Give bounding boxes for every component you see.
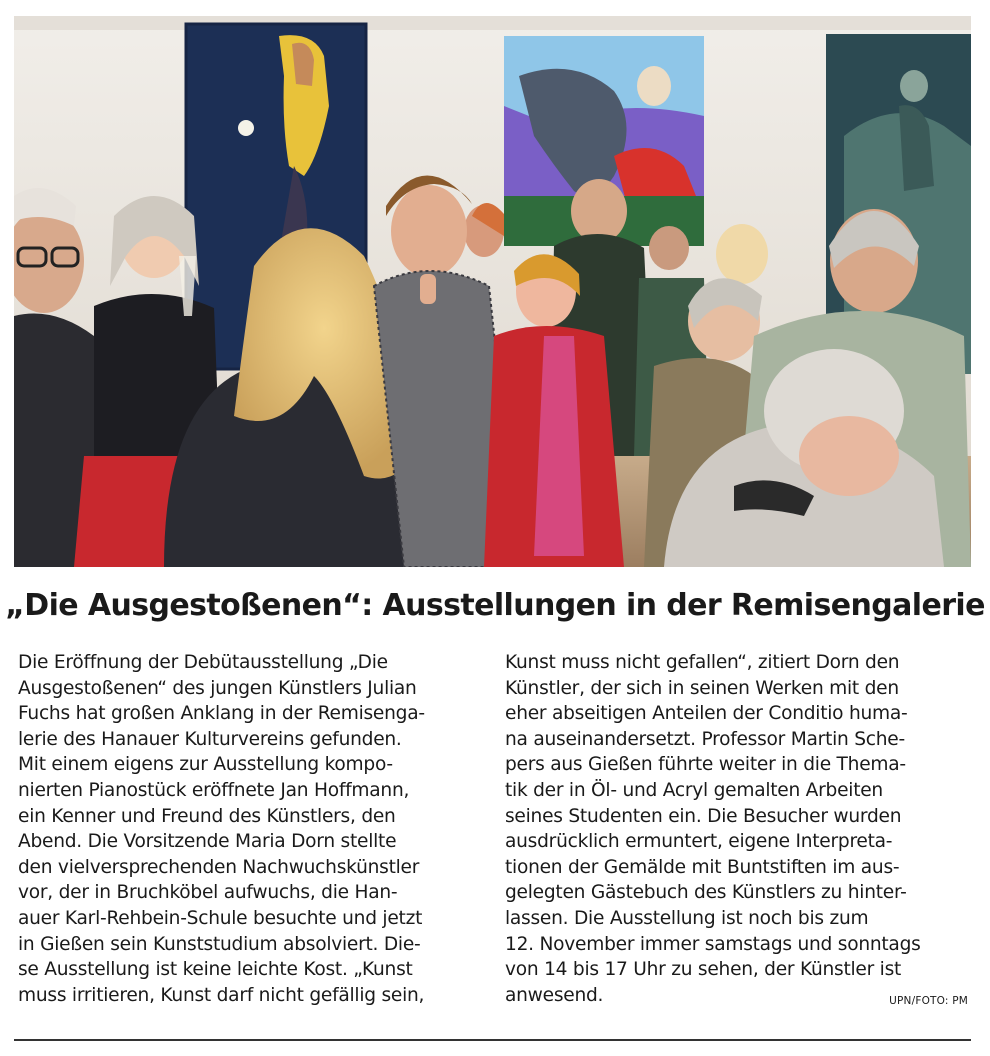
body-line: pers aus Gießen führte weiter in die Thema- [505,754,906,776]
article-headline: „Die Ausgestoßenen“: Ausstellungen in der Remisengalerie [5,588,985,623]
body-line: in Gießen sein Kunststudium absolviert. Die- [18,933,421,955]
bottom-divider [14,1039,971,1041]
gallery-scene-image [14,16,971,567]
body-line: Die Eröffnung der Debütausstellung „Die [18,652,388,673]
body-line: Künstler, der sich in seinen Werken mit den [505,677,899,699]
body-line: tik der in Öl- und Acryl gemalten Arbeiten [505,779,883,801]
body-line: Mit einem eigens zur Ausstellung kompo- [18,754,393,776]
body-line: von 14 bis 17 Uhr zu sehen, der Künstler ist [505,959,902,981]
body-line: lerie des Hanauer Kulturvereins gefunden. [18,728,402,750]
article-body-right-column [505,650,975,1008]
body-line: den vielversprechenden Nachwuchskünstler [18,856,420,878]
body-line: tionen der Gemälde mit Buntstiften im aus- [505,856,900,878]
body-line: 12. November immer samstags und sonntags [505,933,921,955]
body-line: vor, der in Bruchköbel aufwuchs, die Han- [18,882,398,904]
body-line: ausdrücklich ermuntert, eigene Interpreta- [505,831,893,853]
body-line: na auseinandersetzt. Professor Martin Sche- [505,728,905,750]
body-line: muss irritieren, Kunst darf nicht gefällig sein, [18,984,425,1006]
body-line: ein Kenner und Freund des Künstlers, den [18,805,396,827]
photo-credit: UPN/FOTO: PM [889,995,968,1007]
body-line: auer Karl-Rehbein-Schule besuchte und jetzt [18,907,423,929]
body-line: nierten Pianostück eröffnete Jan Hoffmann, [18,779,410,801]
body-line: Abend. Die Vorsitzende Maria Dorn stellte [18,831,397,853]
body-line: lassen. Die Ausstellung ist noch bis zum [505,907,869,929]
body-line: eher abseitigen Anteilen der Conditio huma- [505,703,908,725]
body-line: Fuchs hat großen Anklang in der Remisenga- [18,703,425,725]
article-body-left-column [18,650,488,1008]
body-line: anwesend. [505,984,604,1006]
body-line: se Ausstellung ist keine leichte Kost. „Kunst [18,959,413,981]
body-line: Kunst muss nicht gefallen“, zitiert Dorn den [505,652,900,673]
body-line: seines Studenten ein. Die Besucher wurden [505,805,902,827]
article-photo [14,16,971,567]
body-line: Ausgestoßenen“ des jungen Künstlers Julian [18,677,417,699]
body-line: gelegten Gästebuch des Künstlers zu hinter- [505,882,907,904]
